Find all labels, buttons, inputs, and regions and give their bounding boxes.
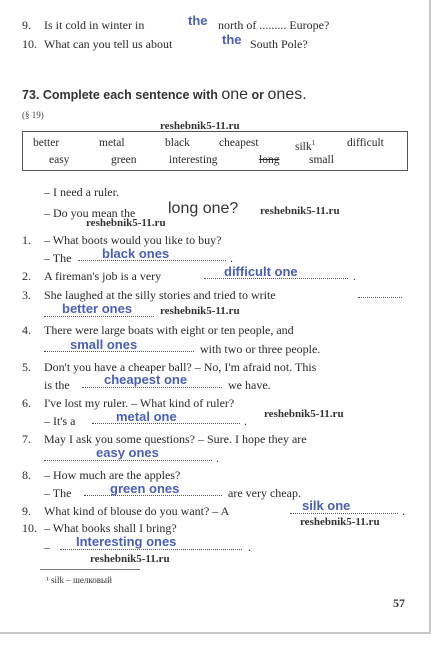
item-number: 5. (22, 360, 31, 374)
handwritten-answer: silk one (302, 498, 351, 513)
word-box-word: black (165, 137, 190, 149)
word-box-word: silk$^1$ (295, 139, 316, 153)
item-text: There were large boats with eight or ten people, and (44, 323, 294, 337)
footnote: ¹ silk – шелковый (46, 575, 112, 585)
item-text: north of ......... Europe? (218, 18, 330, 32)
item-text: Is it cold in winter in (44, 18, 145, 32)
item-text: May I ask you some questions? – Sure. I hope they are (44, 432, 307, 446)
word-box (22, 131, 408, 171)
item-text: – (44, 540, 50, 554)
item-text: – The (44, 486, 72, 500)
handwritten-answer: metal one (116, 409, 177, 424)
item-text: with two or three people. (200, 342, 321, 356)
watermark: reshebnik5-11.ru (90, 553, 170, 565)
word-box-word: small (309, 154, 334, 166)
footnote-divider (40, 569, 140, 570)
word-box-word: easy (49, 154, 70, 166)
handwritten-answer: cheapest one (104, 372, 188, 387)
word-box-word: better (33, 137, 60, 149)
item-text: – What boots would you like to buy? (44, 233, 222, 247)
item-text: A fireman's job is a very (44, 269, 162, 283)
item-text: . (216, 451, 219, 465)
section-reference: (§ 19) (22, 110, 44, 120)
item-text: – The (44, 251, 72, 265)
item-number: 8. (22, 468, 31, 482)
item-text: She laughed at the silly stories and tried to write (44, 288, 276, 302)
item-number: 1. (22, 233, 31, 247)
item-number: 9. (22, 18, 31, 32)
watermark: reshebnik5-11.ru (260, 205, 340, 217)
item-number: 2. (22, 269, 31, 283)
example-answer: long one? (168, 200, 239, 217)
item-text: is the (44, 378, 70, 392)
watermark: reshebnik5-11.ru (300, 516, 380, 528)
item-text: What can you tell us about (44, 37, 173, 51)
item-text: are very cheap. (228, 486, 301, 500)
item-text: – It's a (44, 414, 76, 428)
watermark: reshebnik5-11.ru (86, 217, 166, 229)
item-text: . (402, 504, 405, 518)
word-box-word: metal (99, 137, 125, 149)
handwritten-answer: green ones (110, 481, 180, 496)
handwritten-answer: small ones (70, 337, 138, 352)
item-number: 9. (22, 504, 31, 518)
word-box-word: green (111, 154, 137, 166)
item-number: 10. (22, 521, 37, 535)
item-number: 6. (22, 396, 31, 410)
item-text: . (248, 540, 251, 554)
item-text: I've lost my ruler. – What kind of ruler? (44, 396, 235, 410)
item-text: South Pole? (250, 37, 308, 51)
item-text: . (230, 251, 233, 265)
example-line: – I need a ruler. (44, 185, 119, 199)
item-text: Don't you have a cheaper ball? – No, I'm afraid not. This (44, 360, 317, 374)
word-box-word-used: long (259, 154, 280, 166)
watermark: reshebnik5-11.ru (264, 408, 344, 420)
exercise-title: 73. Complete each sentence with one or ones. (22, 86, 307, 103)
item-text: . (244, 414, 247, 428)
watermark: reshebnik5-11.ru (160, 120, 240, 132)
watermark: reshebnik5-11.ru (160, 305, 240, 317)
handwritten-answer: difficult one (224, 264, 298, 279)
item-text: What kind of blouse do you want? – A (44, 504, 230, 518)
item-text: . (353, 269, 356, 283)
item-text: we have. (228, 378, 271, 392)
handwritten-answer: the (222, 32, 242, 47)
word-box-word: cheapest (219, 137, 259, 149)
item-number: 7. (22, 432, 31, 446)
handwritten-answer: the (188, 13, 208, 28)
item-text: – What books shall I bring? (44, 521, 177, 535)
example-line: – Do you mean the (44, 206, 136, 220)
item-number: 10. (22, 37, 37, 51)
item-text: – How much are the apples? (44, 468, 181, 482)
handwritten-answer: easy ones (96, 445, 159, 460)
word-box-word: difficult (347, 137, 384, 149)
handwritten-answer: Interesting ones (76, 534, 177, 549)
item-number: 4. (22, 323, 31, 337)
page-number: 57 (393, 596, 405, 610)
handwritten-answer: better ones (62, 301, 133, 316)
item-number: 3. (22, 288, 31, 302)
handwritten-answer: black ones (102, 246, 170, 261)
word-box-word: interesting (169, 154, 218, 166)
answer-blank (358, 288, 402, 298)
